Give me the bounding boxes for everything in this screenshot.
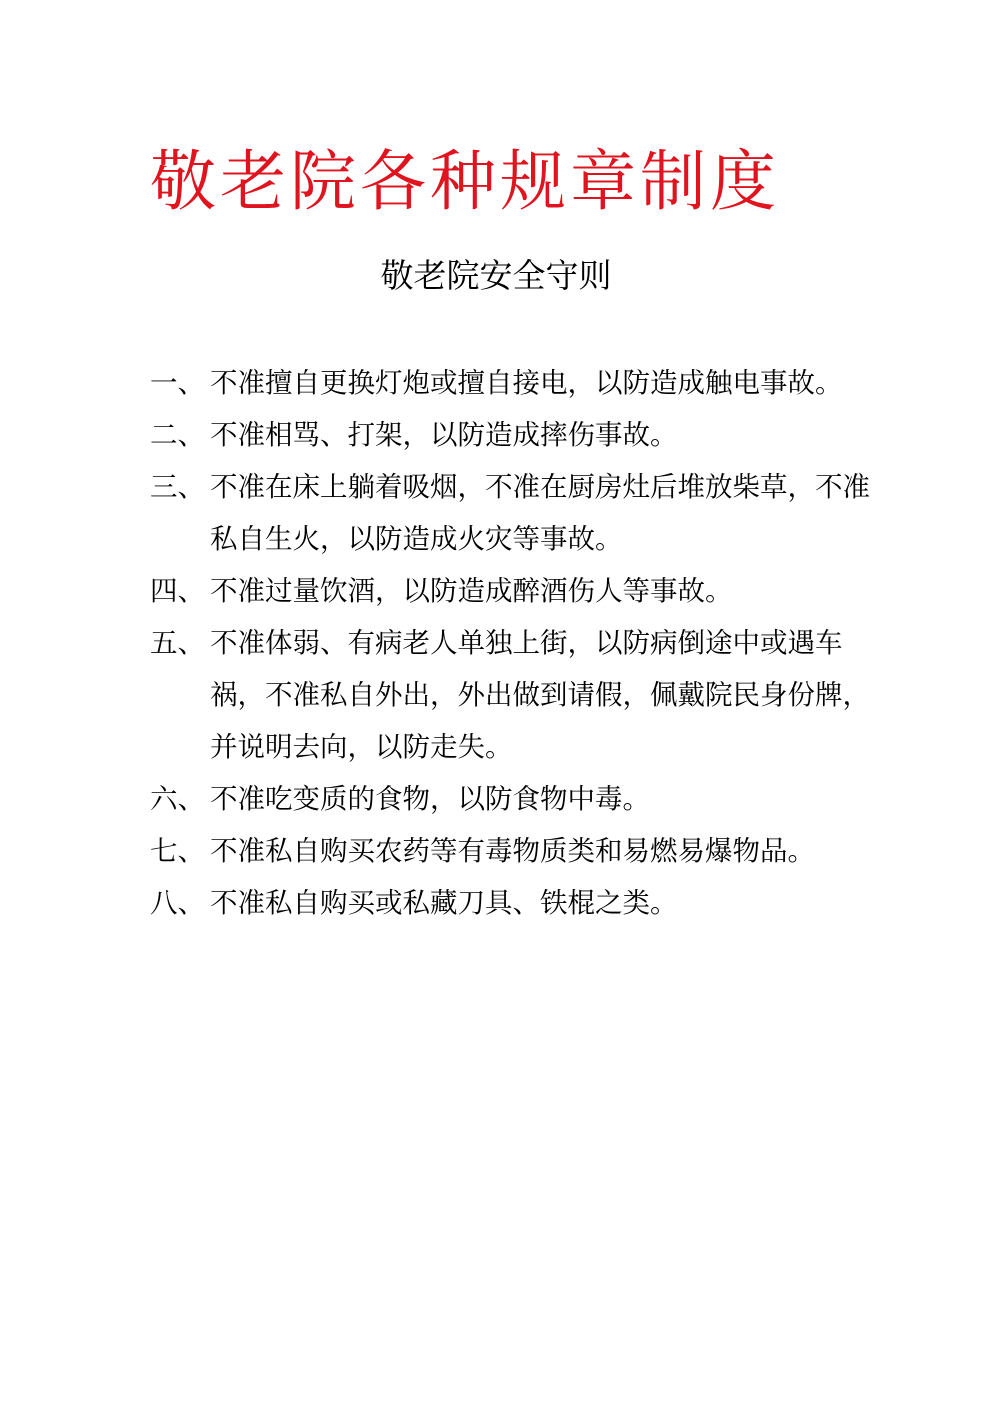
rule-item — [150, 877, 870, 929]
rule-item — [150, 617, 870, 773]
rule-number: 七、 — [150, 835, 205, 867]
rule-text: 不准体弱、有病老人单独上街，以防病倒途中或遇车祸，不准私自外出，外出做到请假，佩戴院民身份牌，并说明去向，以防走失。 — [210, 627, 870, 763]
rule-text: 不准相骂、打架，以防造成摔伤事故。 — [210, 419, 678, 451]
rule-item — [150, 565, 870, 617]
rule-item — [150, 357, 870, 409]
rule-item — [150, 825, 870, 877]
rule-text: 不准吃变质的食物，以防食物中毒。 — [210, 783, 650, 815]
rules-list — [150, 357, 870, 929]
rule-number: 五、 — [150, 627, 205, 659]
rule-text: 不准在床上躺着吸烟，不准在厨房灶后堆放柴草，不准私自生火，以防造成火灾等事故。 — [210, 471, 870, 555]
rule-text: 不准私自购买或私藏刀具、铁棍之类。 — [210, 887, 678, 919]
rule-number: 三、 — [150, 471, 205, 503]
rule-text: 不准私自购买农药等有毒物质类和易燃易爆物品。 — [210, 835, 815, 867]
rule-number: 四、 — [150, 575, 205, 607]
rule-item — [150, 773, 870, 825]
rule-text: 不准过量饮酒，以防造成醉酒伤人等事故。 — [210, 575, 733, 607]
rule-number: 八、 — [150, 887, 205, 919]
rule-item — [150, 409, 870, 461]
rule-item — [150, 461, 870, 565]
rule-number: 六、 — [150, 783, 205, 815]
rule-number: 二、 — [150, 419, 205, 451]
rule-number: 一、 — [150, 367, 205, 399]
rule-text: 不准擅自更换灯炮或擅自接电，以防造成触电事故。 — [210, 367, 843, 399]
section-title: 敬老院安全守则 — [380, 256, 612, 295]
document-title: 敬老院各种规章制度 — [150, 143, 780, 220]
